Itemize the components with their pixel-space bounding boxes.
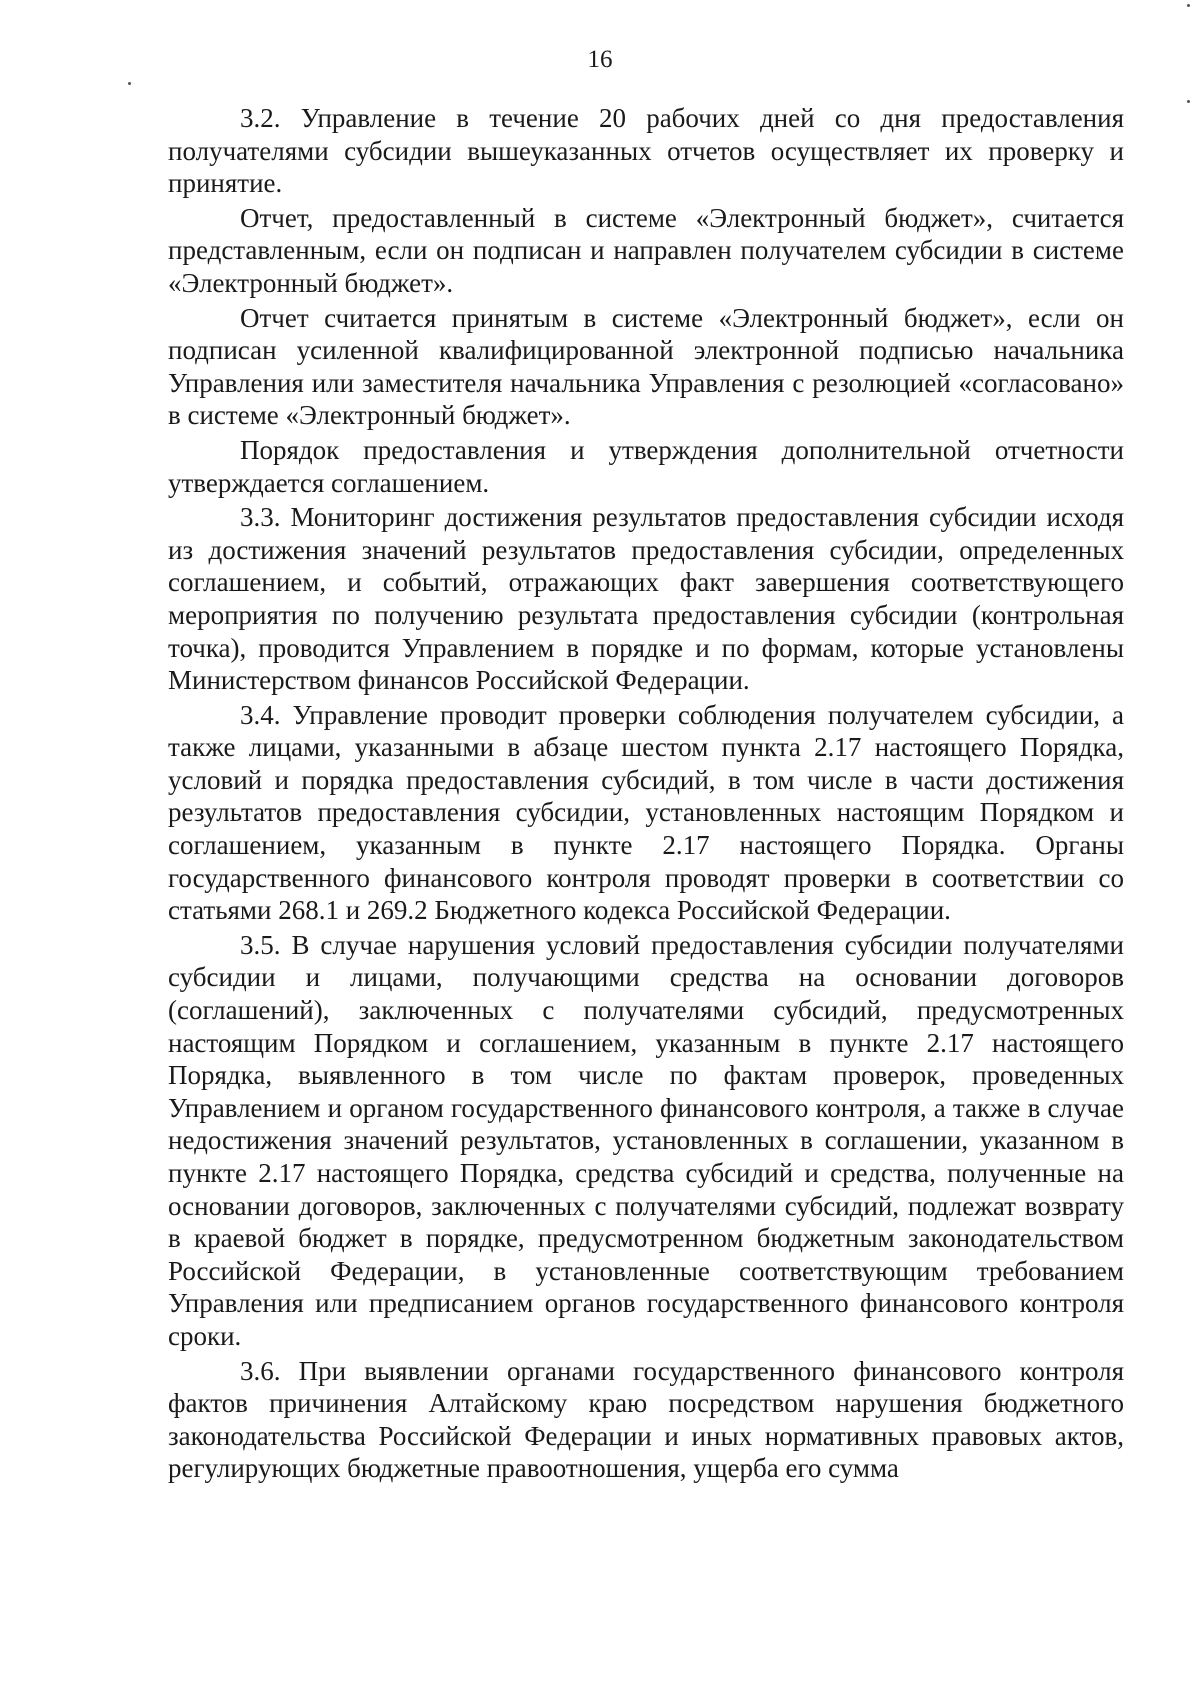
paragraph-3-3: 3.3. Мониторинг достижения результатов предоставления субсидии исходя из достижения значений результатов предоставления субсидии, определенных соглашением, и событий, отражающих факт завершения соответствующего мероприятия по получению результата предоставления субсидии (контрольная точка), проводится Управлением в порядке и по формам, которые установлены Министерством финансов Российской Федерации. xyxy=(168,502,1124,696)
page-number: 16 xyxy=(587,46,613,73)
document-body xyxy=(168,102,1124,1485)
scan-speck xyxy=(1187,100,1190,103)
paragraph-3-2: 3.2. Управление в течение 20 рабочих дней со дня предоставления получателями субсидии вышеуказанных отчетов осуществляет их проверку и принятие. xyxy=(168,103,1124,199)
paragraph-3-5: 3.5. В случае нарушения условий предоставления субсидии получателями субсидии и лицами, получающими средства на основании договоров (соглашений), заключенных с получателями субсидий, предусмотренных настоящим Порядком и соглашением, указанным в пункте 2.17 настоящего Порядка, выявленного в том числе по фактам проверок, проведенных Управлением и органом государственного финансового контроля, а также в случае недостижения значений результатов, установленных в соглашении, указанном в пункте 2.17 настоящего Порядка, средства субсидий и средства, полученные на основании договоров, заключенных с получателями субсидий, подлежат возврату в краевой бюджет в порядке, предусмотренном бюджетным законодательством Российской Федерации, в установленные соответствующим требованием Управления или предписанием органов государственного финансового контроля сроки. xyxy=(168,929,1124,1351)
paragraph-3-4: 3.4. Управление проводит проверки соблюдения получателем субсидии, а также лицами, указанными в абзаце шестом пункта 2.17 настоящего Порядка, условий и порядка предоставления субсидий, в том числе в части достижения результатов предоставления субсидии, установленных настоящим Порядком и соглашением, указанным в пункте 2.17 настоящего Порядка. Органы государственного финансового контроля проводят проверки в соответствии со статьями 268.1 и 269.2 Бюджетного кодекса Российской Федерации. xyxy=(168,699,1124,926)
paragraph-additional-reporting: Порядок предоставления и утверждения дополнительной отчетности утверждается соглашением. xyxy=(168,434,1124,498)
paragraph-3-6: 3.6. При выявлении органами государственного финансового контроля фактов причинения Алтайскому краю посредством нарушения бюджетного законодательства Российской Федерации и иных нормативных правовых актов, регулирующих бюджетные правоотношения, ущерба его сумма xyxy=(168,1355,1124,1484)
paragraph-report-submitted: Отчет, предоставленный в системе «Электронный бюджет», считается представленным, если он подписан и направлен получателем субсидии в системе «Электронный бюджет». xyxy=(168,202,1124,298)
scan-speck xyxy=(1187,4,1190,7)
paragraph-report-accepted: Отчет считается принятым в системе «Электронный бюджет», если он подписан усиленной квалифицированной электронной подписью начальника Управления или заместителя начальника Управления с резолюцией «согласовано» в системе «Электронный бюджет». xyxy=(168,302,1124,431)
scan-speck xyxy=(128,82,131,85)
